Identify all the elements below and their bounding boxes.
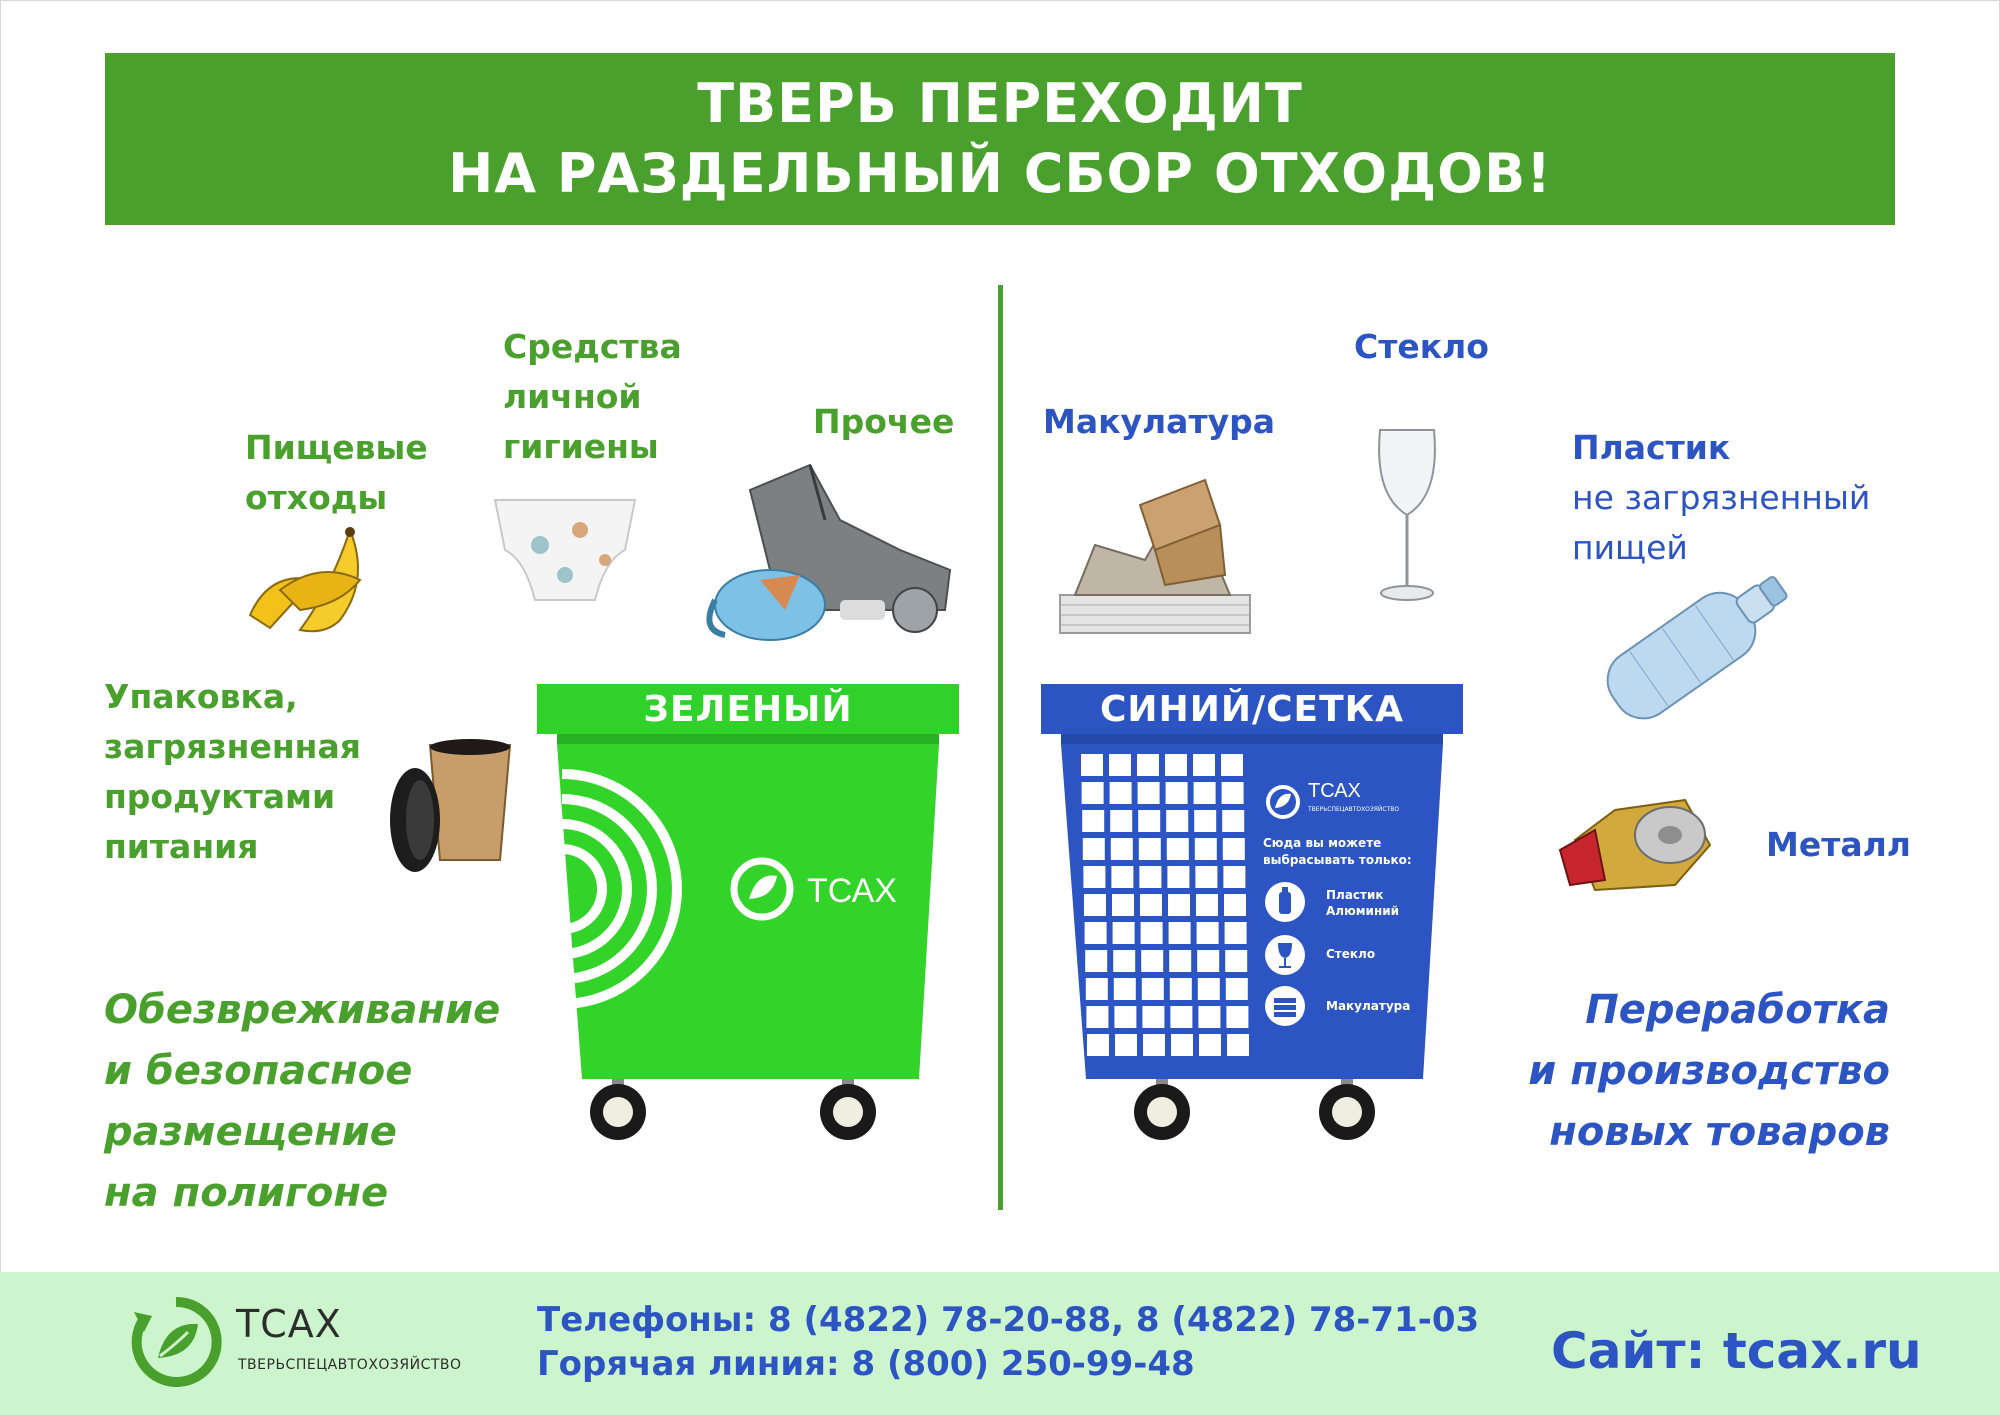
mesh-cell xyxy=(1198,1006,1220,1028)
mesh-cell xyxy=(1193,754,1215,776)
packaging-label: Упаковка, загрязненная продуктами питания xyxy=(104,677,361,866)
mesh-cell xyxy=(1141,922,1163,944)
mesh-cell xyxy=(1109,754,1131,776)
paper-label: Макулатура xyxy=(1043,402,1275,441)
mesh-cell xyxy=(1111,866,1133,888)
coffee-cup-icon xyxy=(385,735,525,880)
mesh-cell xyxy=(1225,950,1247,972)
mesh-cell xyxy=(1113,950,1135,972)
mesh-cell xyxy=(1113,922,1135,944)
other-label: Прочее xyxy=(813,402,955,441)
green-purpose-text: Обезвреживание и безопасное размещение на полигоне xyxy=(104,987,501,1216)
mesh-cell xyxy=(1222,782,1244,804)
mesh-cell xyxy=(1166,810,1188,832)
mesh-cell xyxy=(1227,1034,1249,1056)
mesh-cell xyxy=(1165,754,1187,776)
mesh-cell xyxy=(1141,950,1163,972)
mesh-cell xyxy=(1085,922,1107,944)
mesh-cell xyxy=(1224,894,1246,916)
mesh-cell xyxy=(1223,866,1245,888)
diaper-icon xyxy=(485,490,645,610)
glass-icon xyxy=(1263,933,1307,977)
tsax-footer-logo-icon xyxy=(128,1294,224,1390)
hygiene-label: Средства личной гигиены xyxy=(503,327,682,466)
panel-brand: ТСАХ xyxy=(1308,780,1361,802)
mesh-cell xyxy=(1225,922,1247,944)
site-link[interactable]: Сайт: tcax.ru xyxy=(1551,1322,1922,1380)
mesh-cell xyxy=(1140,894,1162,916)
mesh-cell xyxy=(1170,978,1192,1000)
mesh-cell xyxy=(1194,810,1216,832)
mesh-cell xyxy=(1083,866,1105,888)
mesh-cell xyxy=(1169,950,1191,972)
mesh-cell xyxy=(1139,866,1161,888)
mesh-cell xyxy=(1197,922,1219,944)
panel-intro: Сюда вы можете выбрасывать только: xyxy=(1263,836,1412,867)
mesh-cell xyxy=(1086,1006,1108,1028)
mesh-cell xyxy=(1082,782,1104,804)
mesh-cell xyxy=(1081,754,1103,776)
blue-bin-info-panel xyxy=(1253,770,1438,1055)
mesh-cell xyxy=(1087,1034,1109,1056)
bottle-icon xyxy=(1263,880,1307,924)
title-line-1: ТВЕРЬ ПЕРЕХОДИТ xyxy=(697,72,1303,135)
mesh-cell xyxy=(1195,838,1217,860)
mesh-cell xyxy=(1138,782,1160,804)
mesh-cell xyxy=(1114,978,1136,1000)
wine-glass-photo xyxy=(1372,425,1442,605)
blue-purpose-text: Переработка и производство новых товаров xyxy=(1528,987,1890,1155)
panel-brand-sub: ТВЕРЬСПЕЦАВТОХОЗЯЙСТВО xyxy=(1308,806,1400,813)
mesh-cell xyxy=(1198,978,1220,1000)
mesh-cell xyxy=(1226,978,1248,1000)
mesh-cell xyxy=(1168,894,1190,916)
mesh-cell xyxy=(1171,1034,1193,1056)
mesh-cell xyxy=(1143,1034,1165,1056)
footer xyxy=(0,1272,2000,1415)
panel-item-plastic: Пластик Алюминий xyxy=(1326,888,1400,918)
panel-item-paper: Макулатура xyxy=(1326,999,1411,1013)
mesh-cell xyxy=(1166,782,1188,804)
metal-label: Металл xyxy=(1766,825,1911,864)
mesh-cell xyxy=(1112,894,1134,916)
mesh-cell xyxy=(1110,782,1132,804)
title-line-2: НА РАЗДЕЛЬНЫЙ СБОР ОТХОДОВ! xyxy=(448,142,1552,205)
footer-logo-text: ТСАХ xyxy=(236,1302,342,1346)
mesh-cell xyxy=(1083,838,1105,860)
mesh-cell xyxy=(1139,838,1161,860)
mesh-cell xyxy=(1114,1006,1136,1028)
hotline-text: Горячая линия: 8 (800) 250-99-48 xyxy=(537,1344,1195,1384)
tsax-logo-icon xyxy=(1263,782,1303,822)
mesh-cell xyxy=(1138,810,1160,832)
plastic-label: Пластик не загрязненный пищей xyxy=(1572,428,1871,567)
paper-stack-icon xyxy=(1263,984,1307,1028)
mesh-cell xyxy=(1111,838,1133,860)
mesh-cell xyxy=(1110,810,1132,832)
mesh-cell xyxy=(1223,838,1245,860)
green-bin xyxy=(537,684,959,1144)
title-banner xyxy=(105,53,1895,225)
mesh-cell xyxy=(1142,978,1164,1000)
glass-label: Стекло xyxy=(1354,327,1489,366)
panel-item-glass: Стекло xyxy=(1326,947,1376,961)
mesh-cell xyxy=(1221,754,1243,776)
mesh-cell xyxy=(1195,866,1217,888)
mesh-cell xyxy=(1086,978,1108,1000)
plastic-bottle-photo xyxy=(1575,540,1815,740)
green-bin-label: ЗЕЛЕНЫЙ xyxy=(643,688,853,730)
mesh-cell xyxy=(1199,1034,1221,1056)
mesh-cell xyxy=(1167,866,1189,888)
center-divider xyxy=(998,285,1003,1210)
mesh-cell xyxy=(1137,754,1159,776)
mesh-cell xyxy=(1226,1006,1248,1028)
mesh-cell xyxy=(1082,810,1104,832)
shoe-and-cup-icon xyxy=(700,460,960,650)
footer-logo-sub: ТВЕРЬСПЕЦАВТОХОЗЯЙСТВО xyxy=(238,1357,462,1373)
mesh-cell xyxy=(1196,894,1218,916)
blue-bin-label: СИНИЙ/СЕТКА xyxy=(1100,688,1404,730)
paper-stack-photo xyxy=(1055,465,1255,640)
crushed-can-photo xyxy=(1555,790,1715,900)
banana-peel-icon xyxy=(240,520,380,640)
mesh-cell xyxy=(1197,950,1219,972)
mesh-cell xyxy=(1170,1006,1192,1028)
mesh-cell xyxy=(1194,782,1216,804)
svg-text:ТСАХ: ТСАХ xyxy=(807,872,897,910)
food-waste-label: Пищевые отходы xyxy=(245,428,428,517)
phones-text: Телефоны: 8 (4822) 78-20-88, 8 (4822) 78-71-03 xyxy=(537,1300,1480,1340)
mesh-cell xyxy=(1115,1034,1137,1056)
mesh-cell xyxy=(1084,894,1106,916)
mesh-cell xyxy=(1085,950,1107,972)
mesh-cell xyxy=(1222,810,1244,832)
mesh-cell xyxy=(1167,838,1189,860)
mesh-cell xyxy=(1169,922,1191,944)
mesh-cell xyxy=(1142,1006,1164,1028)
